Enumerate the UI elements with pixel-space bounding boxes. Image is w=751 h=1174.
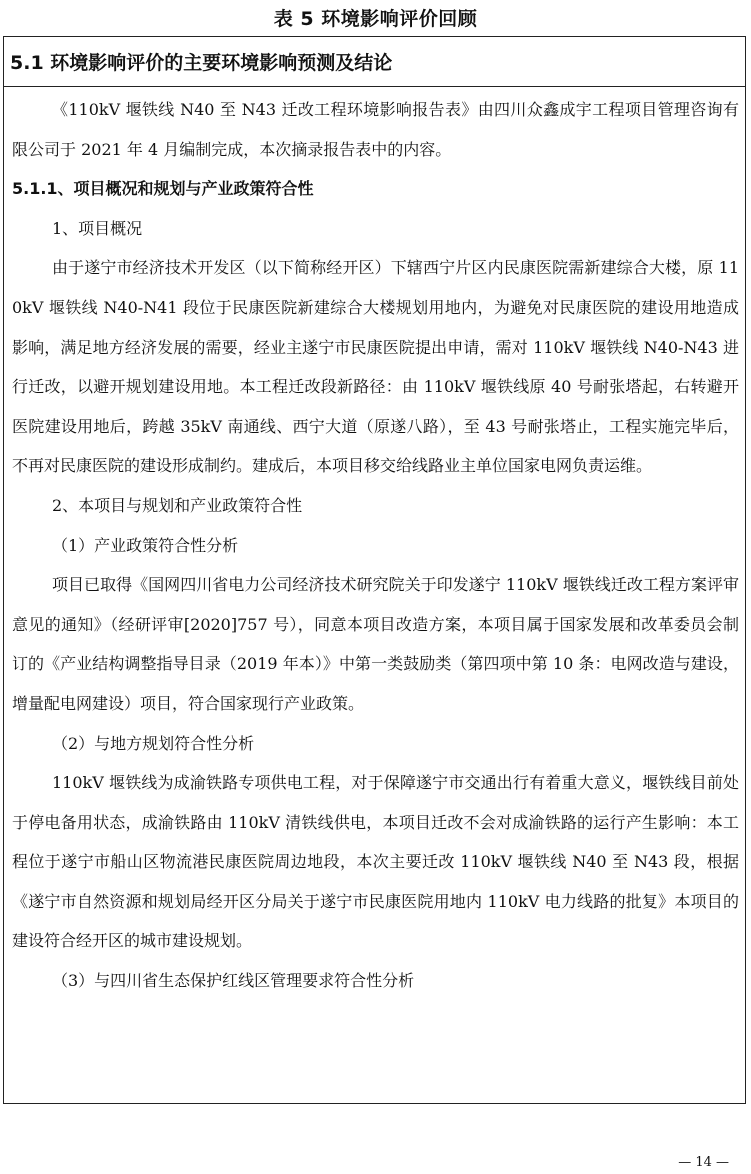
local-planning-paragraph: 110kV 堰铁线为成渝铁路专项供电工程，对于保障遂宁市交通出行有着重大意义，堰铁线目前处于停电备用状态，成渝铁路由 110kV 清铁线供电，本项目迁改不会对成渝铁路的运行产生影响：本工程位于遂宁市船山区物流港民康医院周边地段，本次主要迁改 110kV 堰铁线 N40 至 N43 段，根据《遂宁市自然资源和规划局经开区分局关于遂宁市民康医院用地内 110kV 电力线路的批复》本项目的建设符合经开区的城市建设规划。 — [12, 773, 739, 951]
document-body — [12, 90, 739, 1001]
industry-policy-paragraph: 项目已取得《国网四川省电力公司经济技术研究院关于印发遂宁 110kV 堰铁线迁改工程方案评审意见的通知》（经研评审[2020]757 号），同意本项目改造方案，本项目属于国家发展和改革委员会制订的《产业结构调整指导目录（2019 年本）》中第一类鼓励类（第四项中第 10 条：电网改造与建设，增量配电网建设）项目，符合国家现行产业政策。 — [12, 575, 739, 713]
subsection-heading: 5.1.1、项目概况和规划与产业政策符合性 — [12, 179, 314, 199]
page-number: — 14 — — [678, 1155, 729, 1170]
section-divider — [3, 86, 746, 87]
subitem-heading-local-planning: （2）与地方规划符合性分析 — [52, 733, 255, 753]
item-heading-project-overview: 1、项目概况 — [52, 218, 143, 238]
table-title: 表 5 环境影响评价回顾 — [273, 8, 478, 30]
project-overview-paragraph: 由于遂宁市经济技术开发区（以下简称经开区）下辖西宁片区内民康医院需新建综合大楼，原 110kV 堰铁线 N40-N41 段位于民康医院新建综合大楼规划用地内，为避免对民康医院的建设用地造成影响，满足地方经济发展的需要，经业主遂宁市民康医院提出申请，需对 110kV 堰铁线 N40-N43 进行迁改，以避开规划建设用地。本工程迁改段新路径：由 110kV 堰铁线原 40 号耐张塔起，右转避开医院建设用地后，跨越 35kV 南通线、西宁大道（原遂八路），至 43 号耐张塔止，工程实施完毕后，不再对民康医院的建设形成制约。建成后，本项目移交给线路业主单位国家电网负责运维。 — [12, 258, 739, 476]
section-heading: 5.1 环境影响评价的主要环境影响预测及结论 — [10, 52, 393, 74]
subitem-heading-industry-policy: （1）产业政策符合性分析 — [52, 535, 239, 555]
subitem-heading-ecological-redline: （3）与四川省生态保护红线区管理要求符合性分析 — [52, 971, 415, 991]
item-heading-compliance: 2、本项目与规划和产业政策符合性 — [52, 495, 303, 515]
intro-paragraph: 《110kV 堰铁线 N40 至 N43 迁改工程环境影响报告表》由四川众鑫成宇工程项目管理咨询有限公司于 2021 年 4 月编制完成，本次摘录报告表中的内容。 — [12, 100, 739, 159]
